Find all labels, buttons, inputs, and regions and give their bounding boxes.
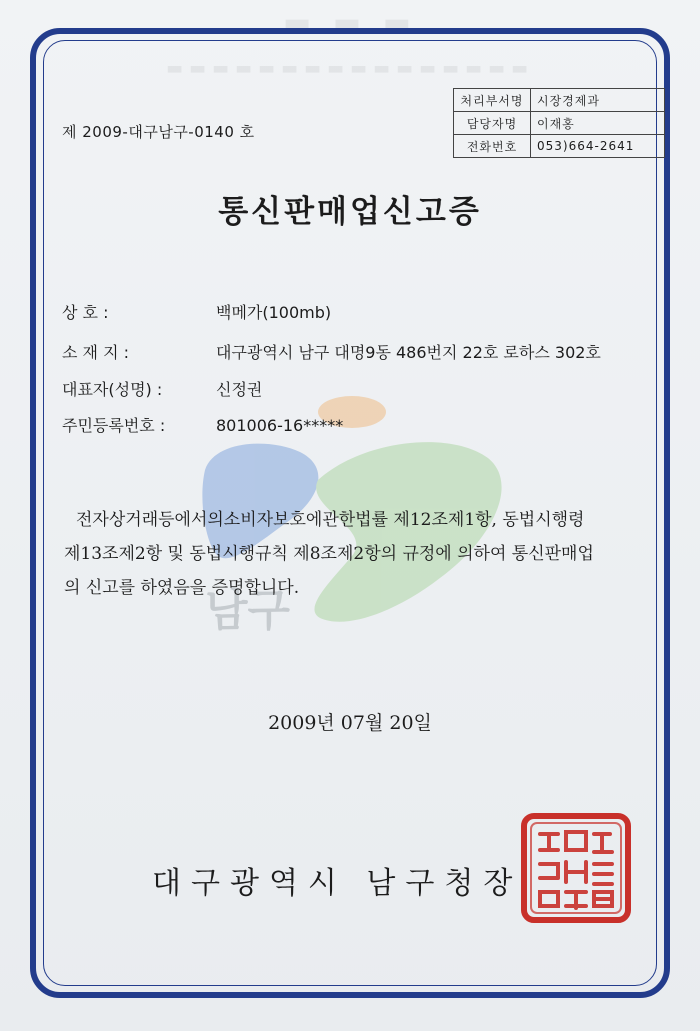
bleed-through-text: ▬▬▬▬▬▬▬▬▬▬▬▬▬▬▬▬ (165, 58, 535, 79)
field-label: 대표자(성명) : (62, 380, 163, 399)
office-info-value: 053)664-2641 (531, 135, 665, 158)
issuer-name: 대구광역시 남구청장 (152, 866, 523, 901)
official-seal-stamp (520, 812, 632, 924)
office-info-label: 처리부서명 (454, 89, 531, 112)
statement-line: 의 신고를 하였음을 증명합니다. (64, 578, 300, 598)
field-business-name (62, 300, 331, 323)
office-info-label: 담당자명 (454, 112, 531, 135)
field-value: 대구광역시 남구 대명9동 486번지 22호 로하스 302호 (216, 343, 601, 362)
field-value: 801006-16***** (216, 416, 344, 435)
certificate-title: 통신판매업신고증 (218, 194, 482, 230)
bleed-through-text: ▬ ▬ ▬ (282, 6, 418, 41)
office-info-label: 전화번호 (454, 135, 531, 158)
field-value: 백메가(100mb) (216, 303, 332, 322)
statement-line: 전자상거래등에서의소비자보호에관한법률 제12조제1항, 동법시행령 (76, 510, 585, 530)
field-value: 신정권 (216, 380, 263, 399)
certificate-statement (64, 503, 654, 605)
statement-line: 제13조제2항 및 동법시행규칙 제8조제2항의 규정에 의하여 통신판매업 (64, 544, 594, 564)
field-representative (62, 377, 262, 400)
field-registration-number (62, 413, 343, 436)
field-label: 상 호 : (62, 303, 109, 322)
field-label: 주민등록번호 : (62, 416, 166, 435)
office-info-value: 이재홍 (531, 112, 665, 135)
emblem-text: 남구 (205, 585, 291, 636)
field-address (62, 340, 601, 363)
document-number: 제 2009-대구남구-0140 호 (62, 123, 255, 141)
office-info-value: 시장경제과 (531, 89, 665, 112)
field-label: 소 재 지 : (62, 343, 130, 362)
issue-date: 2009년 07월 20일 (268, 712, 432, 734)
